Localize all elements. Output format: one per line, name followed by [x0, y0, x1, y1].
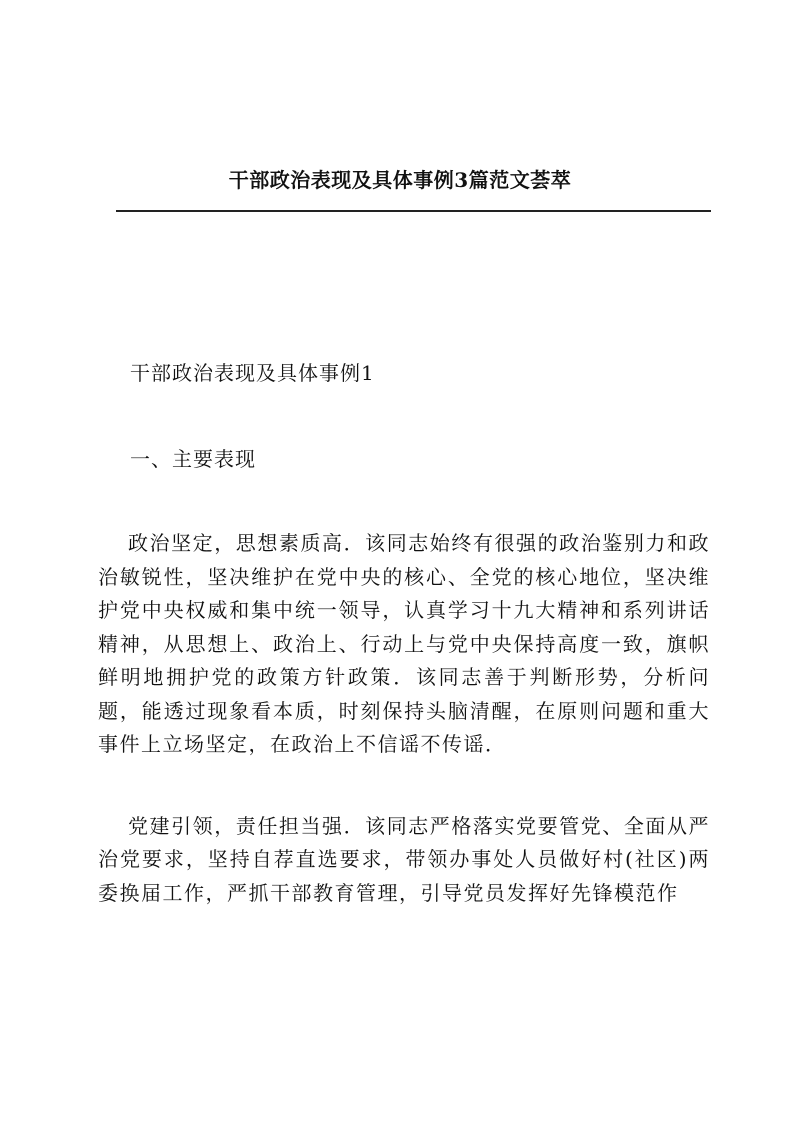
document-title: 干部政治表现及具体事例3篇范文荟萃	[228, 168, 572, 192]
sub-heading: 一、主要表现	[130, 447, 256, 471]
title-underline	[116, 210, 711, 212]
document-body	[98, 355, 710, 910]
paragraph-political-stance: 政治坚定，思想素质高．该同志始终有很强的政治鉴别力和政治敏锐性，坚决维护在党中央的核心、全党的核心地位，坚决维护党中央权威和集中统一领导，认真学习十九大精神和系列讲话精神，从思想上、政治上、行动上与党中央保持高度一致，旗帜鲜明地拥护党的政策方针政策．该同志善于判断形势，分析问题，能透过现象看本质，时刻保持头脑清醒，在原则问题和重大事件上立场坚定，在政治上不信谣不传谣．	[98, 531, 710, 756]
paragraph-party-building: 党建引领，责任担当强．该同志严格落实党要管党、全面从严治党要求，坚持自荐直选要求，带领办事处人员做好村(社区)两委换届工作，严抓干部教育管理，引导党员发挥好先锋模范作	[98, 813, 710, 905]
section-heading: 干部政治表现及具体事例1	[130, 361, 375, 385]
